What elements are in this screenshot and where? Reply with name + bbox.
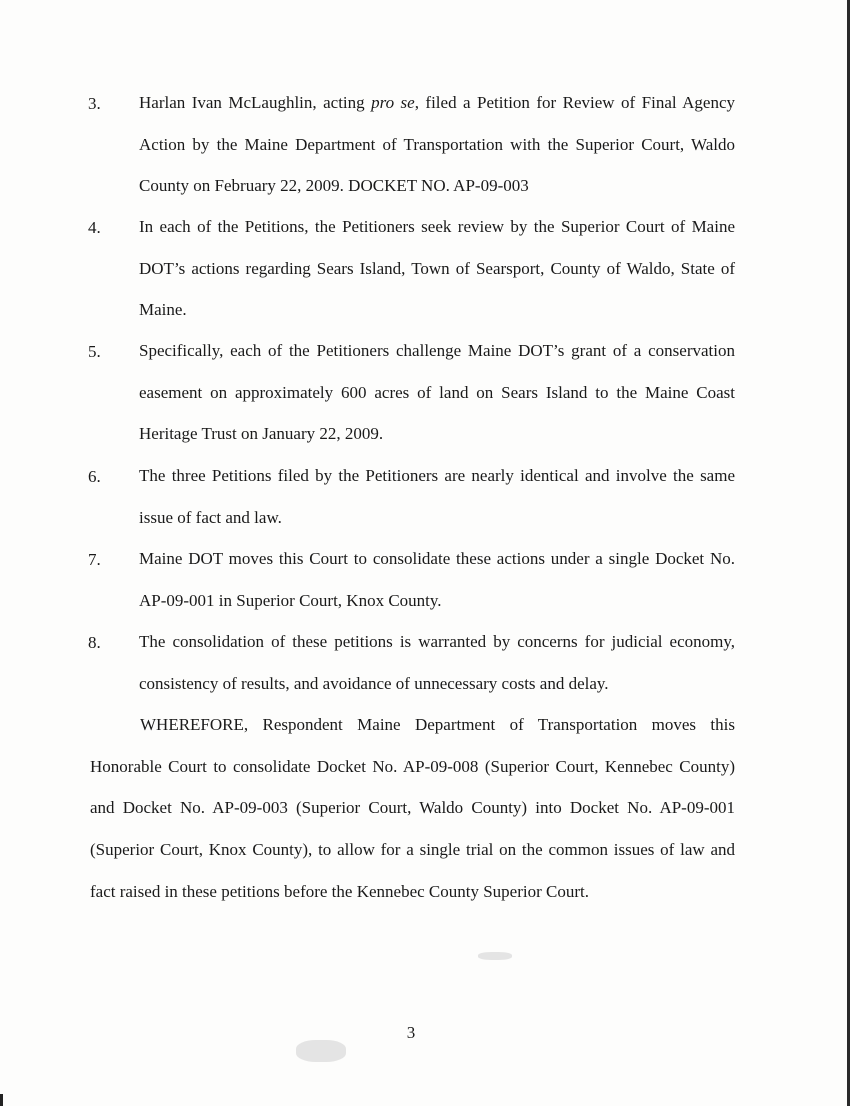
paragraph-text: Maine DOT moves this Court to consolidate these actions under a single Docket No. AP-09-001 in Superior Court, Knox County. bbox=[139, 549, 735, 610]
paragraph-number: 4. bbox=[88, 218, 101, 237]
paragraph-number: 5. bbox=[88, 342, 101, 361]
scan-smudge bbox=[478, 952, 512, 960]
paragraph-text: In each of the Petitions, the Petitioners seek review by the Superior Court of Maine DOT’s actions regarding Sears Island, Town of Searsport, County of Waldo, State of Maine. bbox=[139, 217, 735, 319]
paragraph-number: 8. bbox=[88, 633, 101, 652]
wherefore-paragraph: WHEREFORE, Respondent Maine Department of Transportation moves this Honorable Court to consolidate Docket No. AP-09-008 (Superior Court, Kennebec County) and Docket No. AP-09-003 (Superior Court, Waldo County) into Docket No. AP-09-001 (Superior Court, Knox County), to allow for a single trial on the common issues of law and fact raised in these petitions before the Kennebec County Superior Court. bbox=[90, 715, 735, 901]
scan-smudge bbox=[296, 1040, 346, 1062]
paragraph-text: The three Petitions filed by the Petitioners are nearly identical and involve the same issue of fact and law. bbox=[139, 466, 735, 527]
italic-phrase: pro se bbox=[371, 93, 415, 112]
paragraph-text: Specifically, each of the Petitioners challenge Maine DOT’s grant of a conservation easement on approximately 600 acres of land on Sears Island to the Maine Coast Heritage Trust on January 22, 2009. bbox=[139, 341, 735, 443]
paragraph-text-start: Harlan Ivan McLaughlin, acting bbox=[139, 93, 372, 112]
paragraph-text-end: , filed a Petition for Review of Final Agency Action by the Maine Department of Transportation with the Superior Court, Waldo County on February 22, 2009. DOCKET NO. AP-09-003 bbox=[139, 93, 735, 195]
paragraph-text: The consolidation of these petitions is warranted by concerns for judicial economy, consistency of results, and avoidance of unnecessary costs and delay. bbox=[139, 632, 735, 693]
page-number: 3 bbox=[406, 1023, 416, 1042]
paragraph-number: 7. bbox=[88, 550, 101, 569]
paragraph-text bbox=[139, 82, 735, 207]
scan-corner-mark bbox=[0, 1094, 3, 1106]
paragraph-number: 6. bbox=[88, 467, 101, 486]
paragraph-number: 3. bbox=[88, 94, 101, 113]
